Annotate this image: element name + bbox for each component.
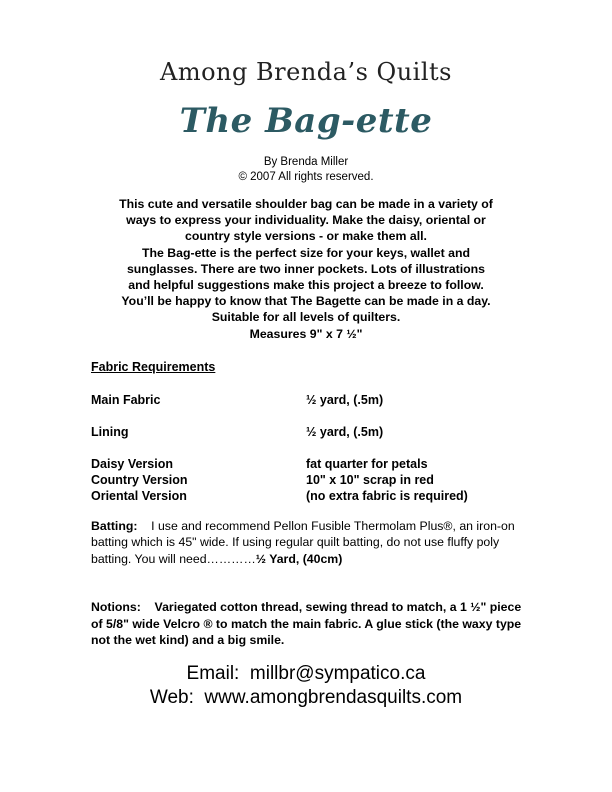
site-title: Among Brenda’s Quilts xyxy=(160,58,452,86)
intro-line: This cute and versatile shoulder bag can be made in a variety of xyxy=(119,197,493,211)
intro-line: Measures 9" x 7 ½" xyxy=(249,326,363,341)
fabric-name: Daisy Version xyxy=(91,457,173,471)
intro-line: Suitable for all levels of quilters. xyxy=(211,310,401,325)
batting-label: Batting: xyxy=(91,519,138,533)
fabric-name: Lining xyxy=(91,425,129,439)
intro-line: The Bag-ette is the perfect size for your keys, wallet and xyxy=(141,245,470,260)
fabric-name: Oriental Version xyxy=(91,489,187,503)
notions-label: Notions: xyxy=(91,600,141,614)
fabric-amount: 10" x 10" scrap in red xyxy=(306,473,434,487)
intro-line: ways to express your individuality. Make the daisy, oriental or xyxy=(126,213,486,228)
batting-paragraph xyxy=(91,518,531,567)
fabric-amount: (no extra fabric is required) xyxy=(306,489,468,503)
notions-paragraph xyxy=(91,599,531,649)
notions-text: Variegated cotton thread, sewing thread to match, a 1 ½" piece of 5/8" wide Velcro ® to match the main fabric. A glue stick (the waxy type not the wet kind) and a big smile. xyxy=(91,600,522,648)
intro-line: and helpful suggestions make this project a breeze to follow. xyxy=(128,278,484,293)
fabric-amount: ½ yard, (.5m) xyxy=(306,425,384,439)
website-line[interactable]: Web: www.amongbrendasquilts.com xyxy=(149,687,463,708)
fabric-amount: ½ yard, (.5m) xyxy=(306,393,384,407)
author-line: By Brenda Miller xyxy=(263,156,349,168)
intro-paragraph xyxy=(70,196,542,342)
fabric-name: Main Fabric xyxy=(91,393,161,407)
fabric-requirements-heading: Fabric Requirements xyxy=(91,360,216,374)
intro-line: country style versions - or make them all. xyxy=(185,229,427,244)
intro-line: sunglasses. There are two inner pockets. Lots of illustrations xyxy=(126,261,486,276)
batting-amount: ½ Yard, (40cm) xyxy=(255,551,343,566)
pattern-title: The Bag-ette xyxy=(179,101,433,141)
email-line[interactable]: Email: millbr@sympatico.ca xyxy=(186,663,426,684)
copyright-line: © 2007 All rights reserved. xyxy=(238,171,374,183)
batting-text: I use and recommend Pellon Fusible Thermolam Plus®, an iron-on batting which is 45" wide. If using regular quilt batting, do not use fluffy poly batting. You will need………… xyxy=(91,519,515,566)
fabric-name: Country Version xyxy=(91,473,188,487)
byline xyxy=(0,155,612,185)
intro-line: You’ll be happy to know that The Bagette can be made in a day. xyxy=(121,294,491,309)
fabric-amount: fat quarter for petals xyxy=(306,457,428,471)
